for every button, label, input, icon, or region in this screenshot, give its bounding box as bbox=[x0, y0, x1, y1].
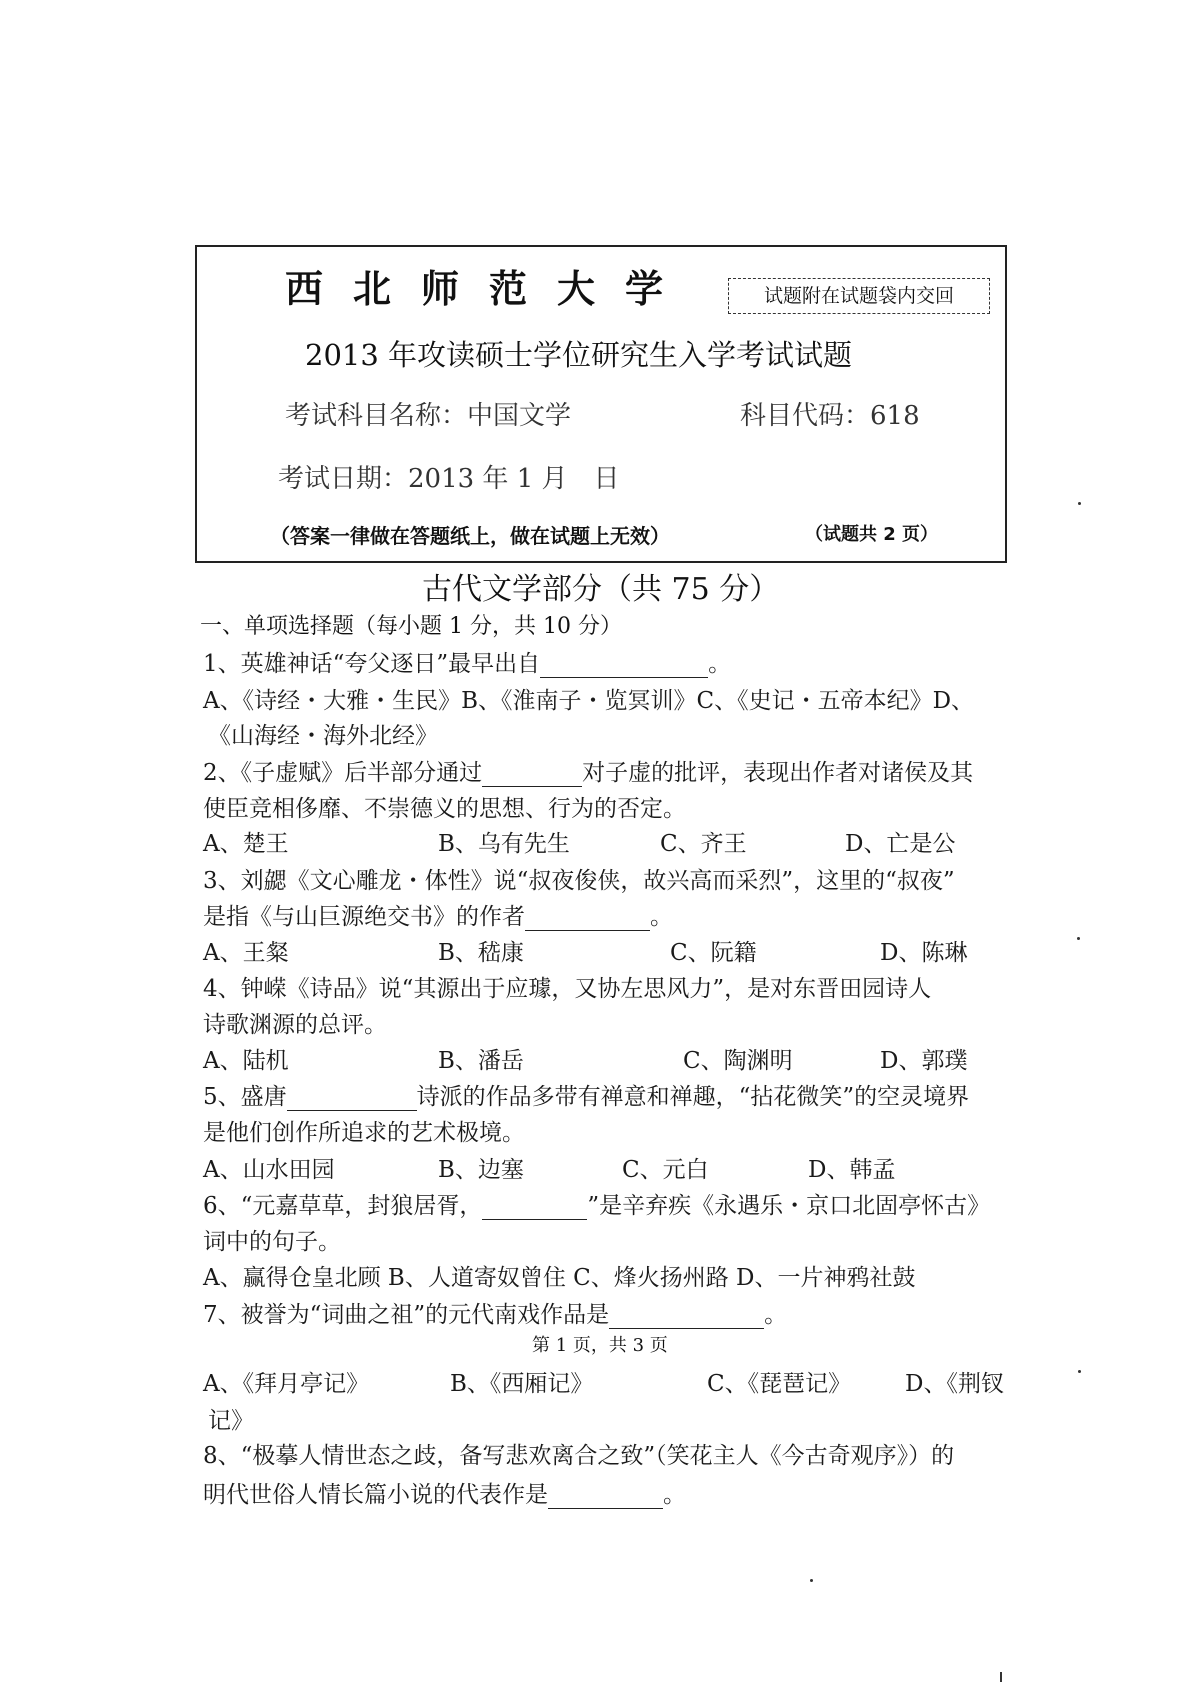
scan-speck bbox=[1078, 502, 1081, 505]
q4-option-b: B、潘岳 bbox=[438, 1048, 524, 1074]
answer-blank bbox=[287, 1086, 417, 1111]
question-2-cont: 使臣竞相侈靡、不崇德义的思想、行为的否定。 bbox=[203, 796, 686, 822]
answer-blank bbox=[482, 762, 582, 787]
answer-blank bbox=[609, 1304, 764, 1329]
question-8-cont: 明代世俗人情长篇小说的代表作是 。 bbox=[203, 1482, 686, 1508]
question-7: 7、被誉为“词曲之祖”的元代南戏作品是 。 bbox=[203, 1302, 788, 1328]
q2-option-a: A、楚王 bbox=[203, 831, 289, 857]
pages-note: （试题共 2 页） bbox=[805, 524, 939, 545]
answer-blank bbox=[548, 1484, 663, 1509]
q7-option-c: C、《琵琶记》 bbox=[707, 1371, 852, 1397]
question-8: 8、“极摹人情世态之歧，备写悲欢离合之致”（笑花主人《今古奇观序》）的 bbox=[203, 1443, 955, 1469]
question-1-options: A、《诗经・大雅・生民》B、《淮南子・览冥训》C、《史记・五帝本纪》D、 bbox=[203, 688, 975, 714]
section-title: 古代文学部分（共 75 分） bbox=[422, 572, 780, 607]
part-title: 一、单项选择题（每小题 1 分，共 10 分） bbox=[200, 614, 622, 639]
question-4-cont: 诗歌渊源的总评。 bbox=[203, 1012, 387, 1038]
question-2: 2、《子虚赋》后半部分通过 对子虚的批评，表现出作者对诸侯及其 bbox=[203, 760, 974, 786]
answer-blank bbox=[525, 906, 650, 931]
q2-option-d: D、亡是公 bbox=[845, 831, 956, 857]
answer-note: （答案一律做在答题纸上，做在试题上无效） bbox=[270, 524, 670, 548]
q4-option-a: A、陆机 bbox=[203, 1048, 289, 1074]
question-6-cont: 词中的句子。 bbox=[203, 1229, 341, 1255]
exam-date: 考试日期：2013 年 1 月 日 bbox=[278, 464, 620, 494]
answer-blank bbox=[540, 653, 708, 678]
q3-option-b: B、嵇康 bbox=[438, 940, 524, 966]
question-6: 6、“元嘉草草，封狼居胥， ”是辛弃疾《永遇乐・京口北固亭怀古》 bbox=[203, 1193, 991, 1219]
exam-title: 2013 年攻读硕士学位研究生入学考试试题 bbox=[305, 338, 853, 372]
q3-option-d: D、陈琳 bbox=[880, 940, 968, 966]
q4-option-d: D、郭璞 bbox=[880, 1048, 968, 1074]
scan-speck bbox=[1078, 1370, 1081, 1373]
scan-speck bbox=[810, 1579, 813, 1582]
q5-option-a: A、山水田园 bbox=[203, 1157, 335, 1183]
scan-speck bbox=[1077, 937, 1080, 940]
question-3-cont: 是指《与山巨源绝交书》的作者 。 bbox=[203, 904, 673, 930]
university-name: 西北师范大学 bbox=[285, 266, 694, 311]
subject-code: 科目代码：618 bbox=[740, 401, 920, 431]
question-6-options: A、赢得仓皇北顾 B、人道寄奴曾住 C、烽火扬州路 D、一片神鸦社鼓 bbox=[203, 1265, 916, 1291]
q2-option-c: C、齐王 bbox=[660, 831, 747, 857]
q2-option-b: B、乌有先生 bbox=[438, 831, 570, 857]
q7-option-a: A、《拜月亭记》 bbox=[203, 1371, 370, 1397]
q5-option-d: D、韩孟 bbox=[808, 1157, 896, 1183]
q5-option-c: C、元白 bbox=[622, 1157, 709, 1183]
q4-option-c: C、陶渊明 bbox=[683, 1048, 793, 1074]
question-4: 4、钟嵘《诗品》说“其源出于应璩，又协左思风力”，是对东晋田园诗人 bbox=[203, 976, 932, 1002]
subject-name: 考试科目名称：中国文学 bbox=[285, 401, 572, 431]
answer-blank bbox=[482, 1195, 587, 1220]
q7-option-d-cont: 记》 bbox=[208, 1408, 254, 1434]
return-notice: 试题附在试题袋内交回 bbox=[728, 278, 990, 314]
question-1: 1、英雄神话“夸父逐日”最早出自 。 bbox=[203, 651, 732, 677]
question-5: 5、盛唐 诗派的作品多带有禅意和禅趣，“拈花微笑”的空灵境界 bbox=[203, 1084, 970, 1110]
q7-option-b: B、《西厢记》 bbox=[450, 1371, 594, 1397]
scan-speck bbox=[1000, 1672, 1002, 1682]
question-1-options-cont: 《山海经・海外北经》 bbox=[208, 723, 438, 749]
question-5-cont: 是他们创作所追求的艺术极境。 bbox=[203, 1120, 525, 1146]
question-3: 3、刘勰《文心雕龙・体性》说“叔夜俊侠，故兴高而采烈”，这里的“叔夜” bbox=[203, 868, 955, 894]
q5-option-b: B、边塞 bbox=[438, 1157, 524, 1183]
page-footer: 第 1 页，共 3 页 bbox=[532, 1335, 668, 1356]
q7-option-d: D、《荆钗 bbox=[905, 1371, 1004, 1397]
q3-option-c: C、阮籍 bbox=[670, 940, 757, 966]
q3-option-a: A、王粲 bbox=[203, 940, 289, 966]
